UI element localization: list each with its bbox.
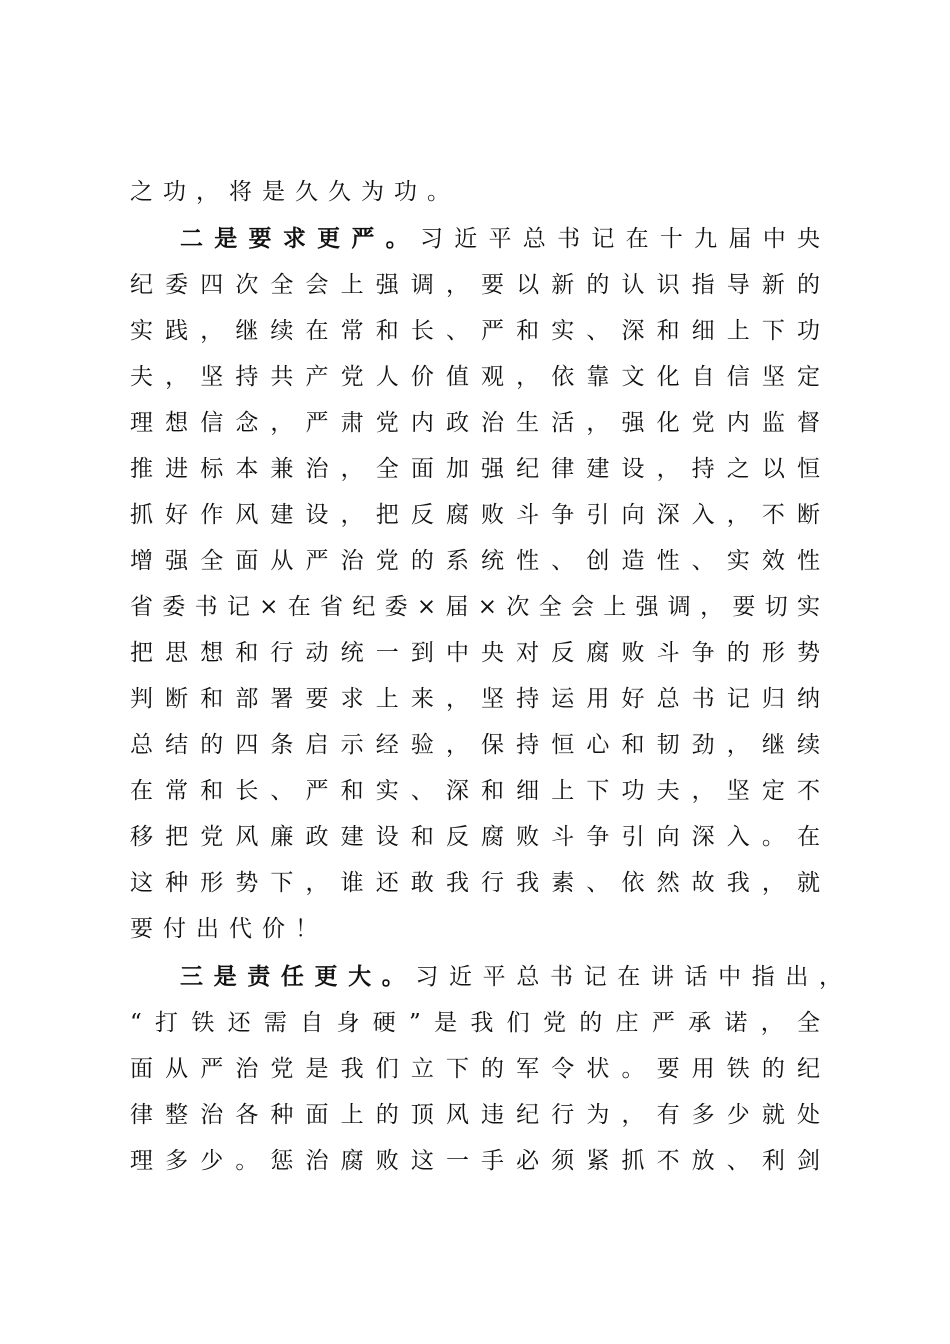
paragraph-line: 二是要求更严。习近平总书记在十九届中央 [180, 225, 832, 252]
paragraph-line: 要付出代价！ [130, 916, 328, 942]
paragraph-line: 移把党风廉政建设和反腐败斗争引向深入。在 [130, 824, 820, 850]
section-heading-3: 三是责任更大。 [180, 963, 416, 990]
paragraph-line: 实践，继续在常和长、严和实、深和细上下功 [130, 318, 820, 344]
paragraph-line: 纪委四次全会上强调，要以新的认识指导新的 [130, 272, 820, 298]
section-heading-2: 二是要求更严。 [180, 225, 420, 252]
paragraph-line: 省委书记×在省纪委×届×次全会上强调，要切实 [130, 594, 820, 620]
paragraph-line: 之功，将是久久为功。 [130, 179, 460, 205]
paragraph-line: 理多少。惩治腐败这一手必须紧抓不放、利剑 [130, 1148, 820, 1174]
paragraph-line: 三是责任更大。习近平总书记在讲话中指出， [180, 963, 853, 990]
paragraph-line: 增强全面从严治党的系统性、创造性、实效性 [130, 548, 820, 574]
paragraph-line: 面从严治党是我们立下的军令状。要用铁的纪 [130, 1056, 820, 1082]
paragraph-line: 总结的四条启示经验，保持恒心和韧劲，继续 [130, 732, 820, 758]
paragraph-line: 律整治各种面上的顶风违纪行为，有多少就处 [130, 1102, 820, 1128]
paragraph-line: 夫，坚持共产党人价值观，依靠文化自信坚定 [130, 364, 820, 390]
paragraph-line: 判断和部署要求上来，坚持运用好总书记归纳 [130, 686, 820, 712]
paragraph-line: 理想信念，严肃党内政治生活，强化党内监督 [130, 410, 820, 436]
paragraph-line: 抓好作风建设，把反腐败斗争引向深入，不断 [130, 502, 820, 528]
paragraph-line: 在常和长、严和实、深和细上下功夫，坚定不 [130, 778, 820, 804]
paragraph-line: 这种形势下，谁还敢我行我素、依然故我，就 [130, 870, 820, 896]
paragraph-line: 推进标本兼治，全面加强纪律建设，持之以恒 [130, 456, 820, 482]
paragraph-line: 把思想和行动统一到中央对反腐败斗争的形势 [130, 640, 820, 666]
paragraph-line: “打铁还需自身硬”是我们党的庄严承诺，全 [130, 1010, 820, 1036]
